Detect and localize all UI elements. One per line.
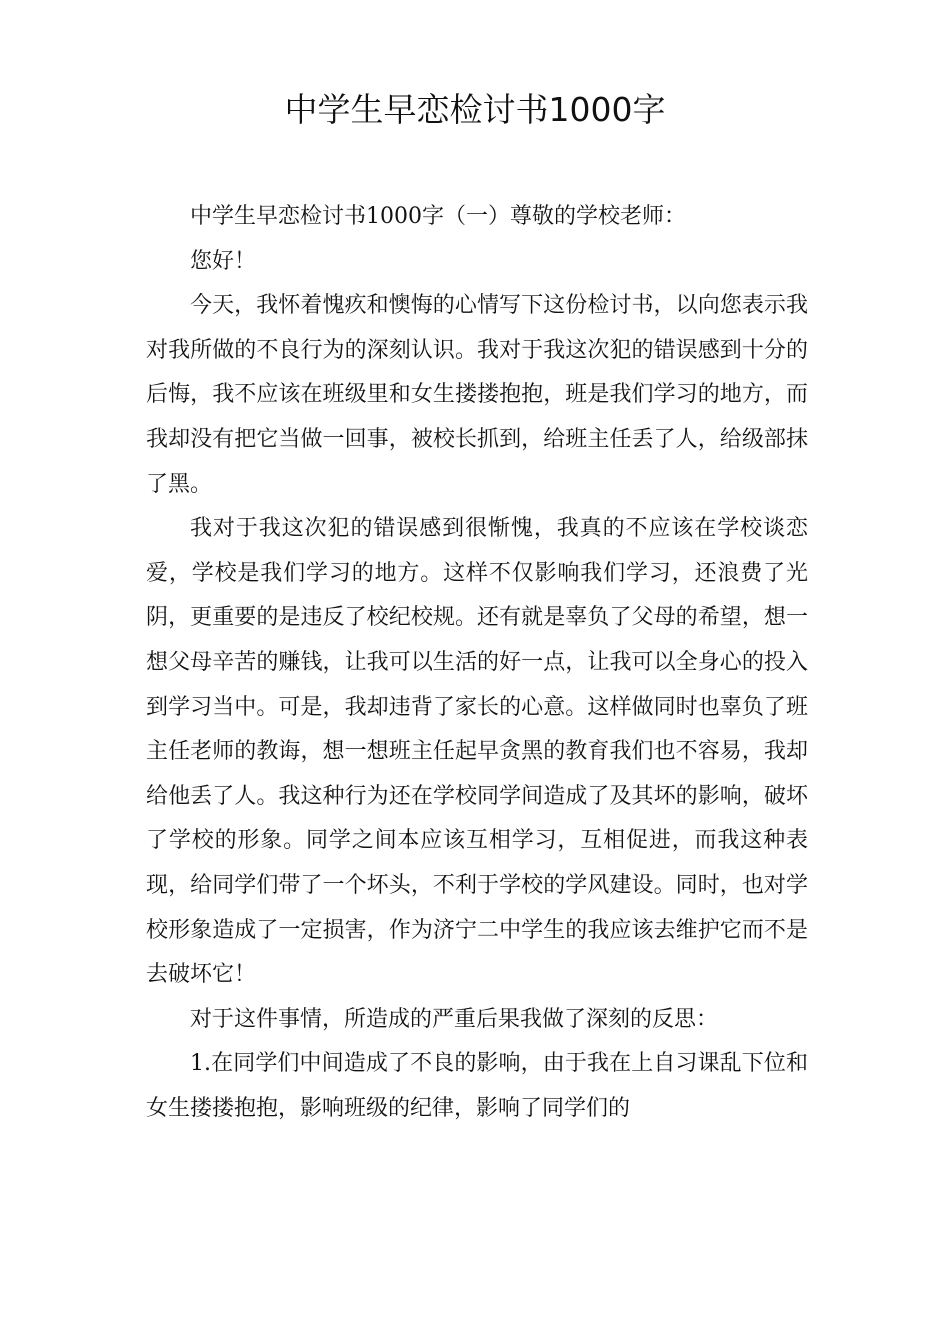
paragraph-body-2: 我对于我这次犯的错误感到很惭愧，我真的不应该在学校谈恋爱，学校是我们学习的地方。这样不仅影响我们学习，还浪费了光阴，更重要的是违反了校纪校规。还有就是辜负了父母的希望，想一想父母辛苦的赚钱，让我可以生活的好一点，让我可以全身心的投入到学习当中。可是，我却违背了家长的心意。这样做同时也辜负了班主任老师的教诲，想一想班主任起早贪黑的教育我们也不容易，我却给他丢了人。我这种行为还在学校同学间造成了及其坏的影响，破坏了学校的形象。同学之间本应该互相学习，互相促进，而我这种表现，给同学们带了一个坏头，不利于学校的学风建设。同时，也对学校形象造成了一定损害，作为济宁二中学生的我应该去维护它而不是去破坏它！	[146, 516, 808, 988]
document-body	[146, 195, 808, 1131]
document-title: 中学生早恋检讨书1000字	[284, 90, 666, 129]
paragraph-greeting: 您好！	[190, 248, 257, 274]
paragraph-body-3: 对于这件事情，所造成的严重后果我做了深刻的反思：	[190, 1006, 719, 1032]
paragraph-body-1: 今天，我怀着愧疚和懊悔的心情写下这份检讨书，以向您表示我对我所做的不良行为的深刻认识。我对于我这次犯的错误感到十分的后悔，我不应该在班级里和女生搂搂抱抱，班是我们学习的地方，而我却没有把它当做一回事，被校长抓到，给班主任丢了人，给级部抹了黑。	[146, 293, 808, 497]
paragraph-body-4: 1.在同学们中间造成了不良的影响，由于我在上自习课乱下位和女生搂搂抱抱，影响班级的纪律，影响了同学们的	[146, 1051, 808, 1121]
paragraph-salutation: 中学生早恋检讨书1000字（一）尊敬的学校老师：	[190, 204, 686, 229]
